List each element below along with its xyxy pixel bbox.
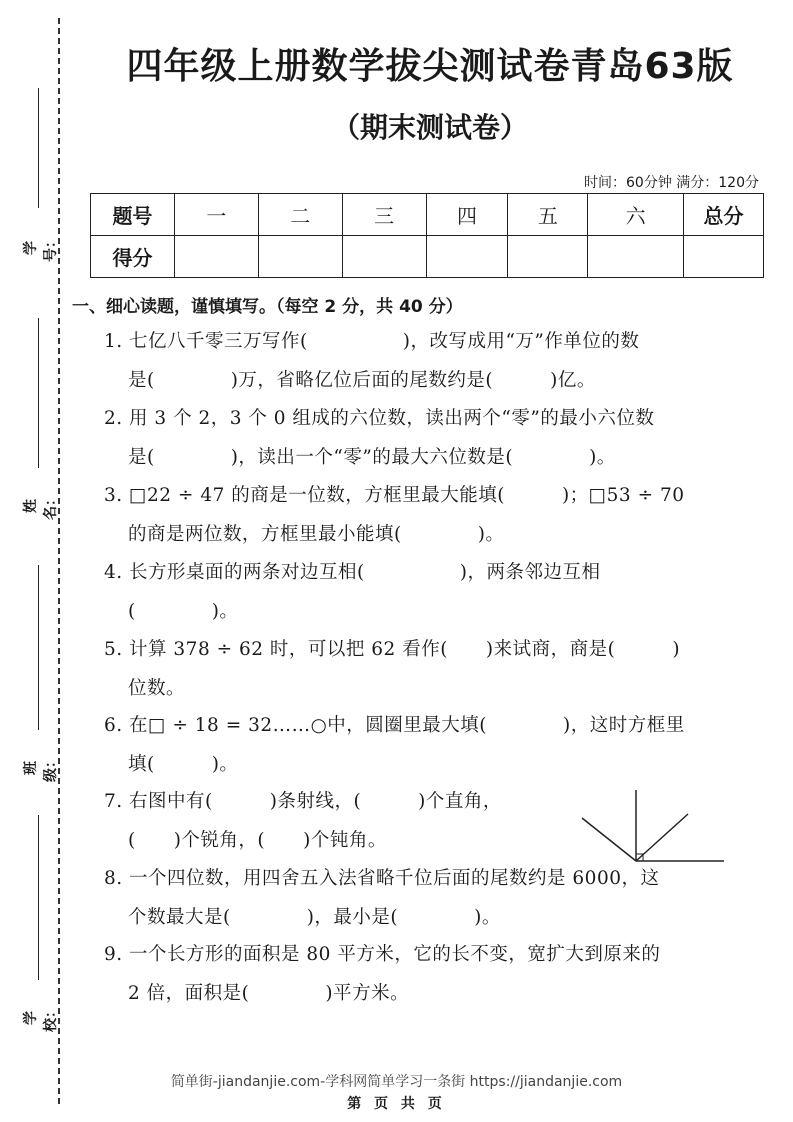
question-5 <box>104 630 726 708</box>
score-header-cell: 四 <box>426 194 508 236</box>
exam-meta: 时间：60分钟 满分：120分 <box>584 175 759 191</box>
question-8 <box>104 859 726 937</box>
question-line: 2 倍，面积是( )平方米。 <box>128 983 410 1004</box>
side-field-student-id <box>8 88 59 278</box>
question-line: 8. 一个四位数，用四舍五入法省略千位后面的尾数约是 6000，这 <box>104 868 660 889</box>
binding-margin-dashed-line <box>58 18 60 1104</box>
score-table <box>90 193 764 278</box>
question-line: 3. □22 ÷ 47 的商是一位数，方框里最大能填( )；□53 ÷ 70 <box>104 485 685 506</box>
side-field-class <box>8 565 59 782</box>
side-field-rule <box>38 565 39 730</box>
question-line: 个数最大是( )，最小是( )。 <box>128 907 501 928</box>
score-cell[interactable] <box>426 236 508 278</box>
score-header-cell: 总分 <box>684 194 764 236</box>
score-table-score-row <box>91 236 764 278</box>
question-line: ( )。 <box>128 601 239 622</box>
section-heading: 一、细心读题，谨慎填写。（每空 2 分，共 40 分） <box>72 297 463 317</box>
score-cell[interactable] <box>588 236 684 278</box>
question-line: 2. 用 3 个 2，3 个 0 组成的六位数，读出两个“零”的最小六位数 <box>104 408 655 429</box>
score-cell[interactable] <box>684 236 764 278</box>
score-header-cell: 三 <box>342 194 426 236</box>
question-line: 5. 计算 378 ÷ 62 时，可以把 62 看作( )来试商，商是( ) <box>104 639 681 660</box>
score-header-cell: 二 <box>258 194 342 236</box>
side-field-rule <box>38 815 39 980</box>
side-field-label: 学校： <box>23 1004 59 1032</box>
score-header-cell: 五 <box>508 194 588 236</box>
side-field-school <box>8 815 59 1045</box>
question-line: 位数。 <box>128 678 186 699</box>
question-2 <box>104 399 726 477</box>
score-table-header-row <box>91 194 764 236</box>
question-6 <box>104 706 726 784</box>
side-field-rule <box>38 88 39 208</box>
page-title: 四年级上册数学拔尖测试卷青岛63版 <box>126 46 734 87</box>
score-header-cell: 题号 <box>91 194 175 236</box>
footer-source: 简单街-jiandanjie.com-学科网简单学习一条街 https://jiandanjie.com <box>170 1074 623 1090</box>
score-row-label: 得分 <box>91 236 175 278</box>
side-field-label: 班级： <box>23 754 59 782</box>
ray-left-diagonal <box>582 818 636 861</box>
question-line: ( )个锐角，( )个钝角。 <box>128 830 387 851</box>
side-field-label: 学号： <box>23 234 59 262</box>
question-4 <box>104 553 726 631</box>
score-header-cell: 一 <box>174 194 258 236</box>
page-number: 第 页 共 页 <box>347 1096 446 1112</box>
question-line: 是( )万，省略亿位后面的尾数约是( )亿。 <box>128 370 596 391</box>
question-line: 是( )，读出一个“零”的最大六位数是( )。 <box>128 447 616 468</box>
side-field-label: 姓名： <box>23 492 59 520</box>
question-line: 7. 右图中有( )条射线，( )个直角， <box>104 791 502 812</box>
ray-right-diagonal <box>636 814 688 861</box>
question-9 <box>104 935 726 1013</box>
page-subtitle: （期末测试卷） <box>331 111 528 144</box>
question-3 <box>104 476 726 554</box>
question-line: 4. 长方形桌面的两条对边互相( )，两条邻边互相 <box>104 562 601 583</box>
score-header-cell: 六 <box>588 194 684 236</box>
question-line: 1. 七亿八千零三万写作( )，改写成用“万”作单位的数 <box>104 331 640 352</box>
question-line: 9. 一个长方形的面积是 80 平方米，它的长不变，宽扩大到原来的 <box>104 944 661 965</box>
question-line: 填( )。 <box>128 754 239 775</box>
score-cell[interactable] <box>508 236 588 278</box>
rays-angle-figure <box>578 788 726 868</box>
side-field-name <box>8 318 59 520</box>
score-cell[interactable] <box>258 236 342 278</box>
score-cell[interactable] <box>174 236 258 278</box>
question-1 <box>104 322 726 400</box>
question-line: 6. 在□ ÷ 18 = 32……○中，圆圈里最大填( )，这时方框里 <box>104 715 685 736</box>
question-line: 的商是两位数，方框里最小能填( )。 <box>128 524 505 545</box>
score-cell[interactable] <box>342 236 426 278</box>
side-field-rule <box>38 318 39 468</box>
